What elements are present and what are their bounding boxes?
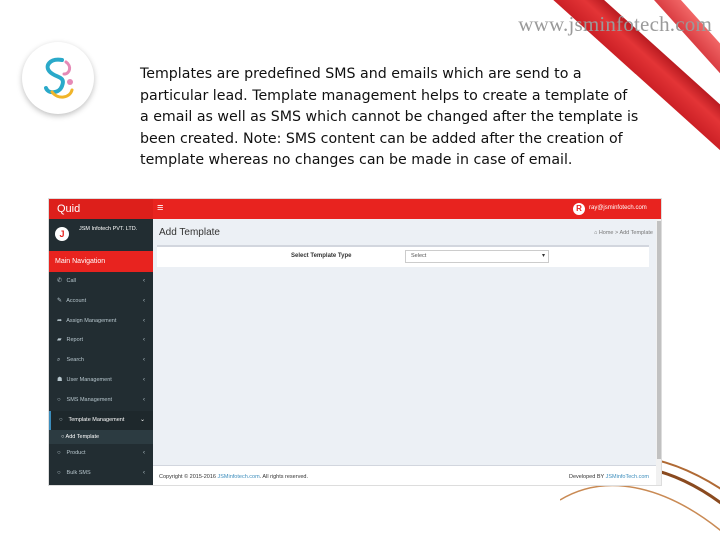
website-watermark: www.jsminfotech.com: [518, 12, 712, 36]
developed-by-text: Developed BY: [569, 474, 606, 480]
top-navbar: [49, 199, 662, 219]
sidebar-item-label: Bulk SMS: [66, 470, 91, 477]
sidebar-item-label: Search: [66, 357, 84, 364]
breadcrumb[interactable]: ⌂ Home > Add Template: [593, 230, 653, 236]
copyright-link[interactable]: JSMinfotech.com: [217, 474, 260, 480]
sidebar-item-bulk-sms[interactable]: [49, 464, 153, 484]
template-form-box: [157, 245, 649, 267]
sidebar-item-product[interactable]: [49, 444, 153, 464]
folder-icon: ▰: [57, 337, 62, 344]
sidebar-item-label: Template Management: [68, 416, 125, 423]
app-screenshot: [48, 198, 662, 486]
sidebar-item-label: SMS Management: [66, 396, 113, 403]
chevron-left-icon: ‹: [143, 376, 145, 383]
menu-toggle-icon[interactable]: ≡: [157, 202, 164, 214]
scrollbar[interactable]: [656, 219, 662, 486]
sidebar-item-template-management[interactable]: [49, 411, 153, 431]
user-avatar[interactable]: R: [573, 203, 585, 215]
description-text: Templates are predefined SMS and emails which are send to a particular lead. Template management helps to create a template of a email as well as SMS which cannot be changed after the template is been created. Note: SMS content can be added after the creation of template whereas no changes can be made in case of email.: [140, 66, 639, 168]
sidebar-subitem-add-template[interactable]: ○ Add Template: [49, 430, 153, 444]
users-icon: ☗: [57, 376, 63, 383]
sidebar-item-label: Assign Management: [66, 317, 117, 324]
sidebar-item-label: Account: [66, 297, 87, 304]
template-type-select[interactable]: [405, 250, 549, 263]
copyright-text: Copyright © 2015-2016: [159, 474, 218, 480]
company-name: JSM Infotech PVT. LTD.: [79, 226, 138, 232]
chevron-down-icon: ⌄: [139, 416, 145, 423]
share-icon: ➦: [57, 317, 63, 324]
chevron-left-icon: ‹: [143, 297, 145, 304]
sidebar-item-sms-management[interactable]: [49, 391, 153, 411]
chevron-left-icon: ‹: [143, 357, 145, 364]
page-title: Add Template: [159, 227, 220, 238]
sidebar-item-search[interactable]: [49, 351, 153, 371]
content-header: [153, 219, 662, 245]
sidebar-item-label: Product: [66, 450, 86, 457]
sidebar: [49, 219, 153, 486]
scrollbar-thumb[interactable]: [657, 221, 662, 459]
chevron-left-icon: ‹: [143, 470, 145, 477]
search-icon: ⌕: [57, 357, 61, 364]
developer-link[interactable]: JSMinfoTech.com: [605, 474, 649, 480]
sidebar-item-label: Report: [66, 337, 84, 344]
circle-icon: ○: [57, 396, 61, 403]
chevron-left-icon: ‹: [143, 278, 145, 284]
template-type-label: Select Template Type: [291, 253, 352, 259]
user-email[interactable]: ray@jsminfotech.com: [589, 205, 647, 211]
footer-copyright: [159, 466, 308, 486]
brand-logo[interactable]: Quid: [49, 199, 153, 219]
sidebar-item-report[interactable]: [49, 331, 153, 351]
main-navigation-header: Main Navigation: [49, 251, 153, 272]
edit-icon: ✎: [57, 297, 63, 304]
copyright-suffix: . All rights reserved.: [259, 474, 308, 480]
sidebar-item-account[interactable]: [49, 292, 153, 312]
circle-icon: ○: [57, 470, 61, 477]
dropdown-arrow-icon: ▾: [541, 253, 545, 259]
chevron-left-icon: ‹: [143, 396, 145, 403]
chevron-left-icon: ‹: [143, 317, 145, 324]
user-panel: [49, 219, 153, 249]
select-value: Select: [411, 253, 427, 259]
circle-icon: ○: [57, 450, 61, 457]
sidebar-item-assign-management[interactable]: [49, 312, 153, 332]
company-logo: [22, 42, 94, 114]
sidebar-item-call[interactable]: [49, 272, 153, 292]
phone-icon: ✆: [57, 278, 63, 284]
sidebar-item-label: Call: [66, 278, 77, 284]
chevron-left-icon: ‹: [143, 337, 145, 344]
sidebar-item-label: User Management: [66, 376, 112, 383]
chevron-left-icon: ‹: [143, 450, 145, 457]
footer-developed-by: [569, 466, 649, 486]
footer: [153, 465, 662, 486]
jsm-logo-icon: [32, 52, 84, 104]
company-avatar: J: [55, 227, 69, 241]
circle-icon: ○: [59, 416, 63, 423]
sidebar-item-user-management[interactable]: [49, 371, 153, 391]
